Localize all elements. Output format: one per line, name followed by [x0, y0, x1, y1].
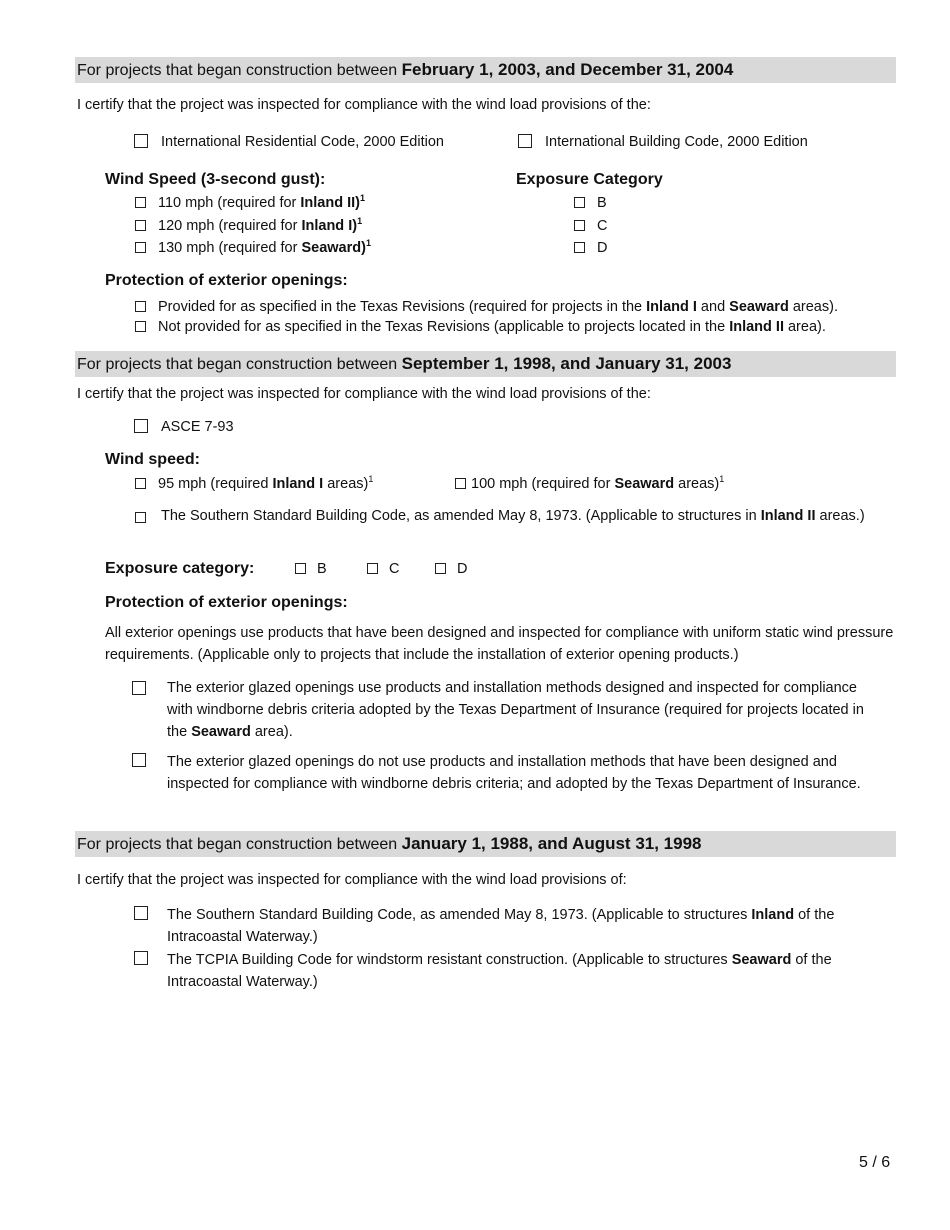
exposure-d-checkbox[interactable]	[574, 242, 585, 253]
wind-110-footnote: 1	[360, 193, 366, 204]
southern-inland-text-c: of the Intracoastal Waterway.)	[167, 907, 835, 945]
glazed-debris-text-c: area).	[250, 724, 293, 740]
southern-inland-text-a: The Southern Standard Building Code, as amended May 8, 1973. (Applicable to structures	[167, 907, 752, 923]
section-3-certify-text: I certify that the project was inspected for compliance with the wind load provisions of:	[77, 872, 627, 888]
wind-120-option[interactable]	[135, 218, 362, 234]
glazed-no-debris-checkbox[interactable]	[132, 753, 146, 767]
asce-7-93-option[interactable]	[134, 419, 234, 435]
wind-120-footnote: 1	[357, 216, 363, 227]
section-2-header-prefix: For projects that began construction between	[77, 356, 402, 373]
wind-130-footnote: 1	[365, 238, 371, 249]
wind-95-text-c: areas)	[323, 476, 369, 492]
protection-not-provided-checkbox[interactable]	[135, 321, 146, 332]
protection-not-provided-text-a: Not provided for as specified in the Texas Revisions (applicable to projects located in the	[158, 319, 730, 335]
exposure-c-checkbox[interactable]	[574, 220, 585, 231]
wind-95-checkbox[interactable]	[135, 478, 146, 489]
wind-speed-heading-2: Wind speed:	[105, 451, 200, 468]
irc-2000-option[interactable]	[134, 134, 444, 150]
wind-95-option[interactable]	[135, 476, 373, 492]
tcpia-checkbox[interactable]	[134, 951, 148, 965]
wind-110-label: 110 mph (required for	[158, 195, 301, 211]
wind-120-checkbox[interactable]	[135, 220, 146, 231]
wind-130-label: 130 mph (required for	[158, 240, 302, 256]
exposure-c-label: C	[597, 218, 608, 234]
exposure2-d-label: D	[457, 561, 468, 577]
exposure-b-label: B	[597, 195, 607, 211]
southern-1973-option[interactable]	[161, 505, 881, 527]
wind-120-zone: Inland I)	[301, 218, 358, 234]
section-2-header	[75, 351, 896, 377]
wind-110-option[interactable]	[135, 195, 365, 211]
section-3-header	[75, 831, 896, 857]
wind-95-text-a: 95 mph (required	[158, 476, 273, 492]
section-1-header-prefix: For projects that began construction between	[77, 62, 402, 79]
exposure2-b-checkbox[interactable]	[295, 563, 306, 574]
exposure2-d-option[interactable]	[435, 561, 467, 577]
protection-provided-text-c: and	[696, 299, 730, 315]
protection-not-provided-option[interactable]	[135, 319, 826, 335]
glazed-debris-text-a: The exterior glazed openings use products and installation methods designed and inspected for compliance with windborne debris criteria adopted by the Texas Department of Insurance (required for projects located in the	[167, 680, 864, 740]
section-1-certify-text: I certify that the project was inspected for compliance with the wind load provisions of the:	[77, 97, 651, 113]
protection-provided-inland: Inland I	[646, 299, 697, 315]
exposure-b-option[interactable]	[574, 195, 607, 211]
exposure2-c-option[interactable]	[367, 561, 399, 577]
protection-provided-option[interactable]	[135, 299, 838, 315]
exposure-category-heading-2: Exposure category:	[105, 560, 255, 577]
page-number: 5 / 6	[859, 1154, 891, 1171]
glazed-debris-zone: Seaward	[191, 724, 251, 740]
exposure2-d-checkbox[interactable]	[435, 563, 446, 574]
protection-provided-checkbox[interactable]	[135, 301, 146, 312]
exposure2-c-label: C	[389, 561, 400, 577]
wind-130-option[interactable]	[135, 240, 371, 256]
tcpia-zone: Seaward	[731, 952, 792, 968]
section-2-certify-text: I certify that the project was inspected for compliance with the wind load provisions of the:	[77, 386, 651, 402]
protection-heading-1: Protection of exterior openings:	[105, 272, 348, 289]
southern-1973-zone: Inland II	[760, 508, 816, 524]
irc-2000-label: International Residential Code, 2000 Edition	[161, 134, 444, 150]
irc-2000-checkbox[interactable]	[134, 134, 148, 148]
tcpia-option[interactable]	[167, 949, 887, 993]
glazed-debris-checkbox[interactable]	[132, 681, 146, 695]
section-1-header	[75, 57, 896, 83]
exposure-d-option[interactable]	[574, 240, 607, 256]
wind-100-zone: Seaward	[614, 476, 675, 492]
wind-100-text-c: areas)	[674, 476, 720, 492]
glazed-no-debris-option[interactable]: The exterior glazed openings do not use products and installation methods that have been designed and inspected for compliance with windborne debris criteria; and adopted by the Texas Department of Insurance.	[167, 754, 861, 792]
exposure2-c-checkbox[interactable]	[367, 563, 378, 574]
southern-inland-option[interactable]	[167, 904, 887, 948]
wind-130-zone: Seaward)	[301, 240, 366, 256]
southern-1973-text-a: The Southern Standard Building Code, as amended May 8, 1973. (Applicable to structures in	[161, 508, 761, 524]
wind-95-zone: Inland I	[272, 476, 324, 492]
wind-100-footnote: 1	[719, 474, 725, 485]
protection-not-provided-text-c: area).	[783, 319, 826, 335]
exposure-b-checkbox[interactable]	[574, 197, 585, 208]
wind-100-text-a: 100 mph (required for	[471, 476, 615, 492]
protection-provided-text-e: areas).	[788, 299, 838, 315]
section-3-header-prefix: For projects that began construction between	[77, 836, 402, 853]
exposure-c-option[interactable]	[574, 218, 607, 234]
section-3-header-dates: January 1, 1988, and August 31, 1998	[401, 834, 702, 853]
exposure2-b-option[interactable]	[295, 561, 327, 577]
exposure-category-heading: Exposure Category	[516, 171, 663, 188]
protection-heading-2: Protection of exterior openings:	[105, 594, 348, 611]
southern-inland-zone: Inland	[751, 907, 795, 923]
tcpia-text-a: The TCPIA Building Code for windstorm resistant construction. (Applicable to structures	[167, 952, 732, 968]
section-2-header-dates: September 1, 1998, and January 31, 2003	[401, 354, 732, 373]
ibc-2000-checkbox[interactable]	[518, 134, 532, 148]
southern-1973-text-c: areas.)	[815, 508, 865, 524]
wind-100-checkbox[interactable]	[455, 478, 466, 489]
wind-speed-heading: Wind Speed (3-second gust):	[105, 171, 326, 188]
ibc-2000-option[interactable]	[518, 134, 808, 150]
ibc-2000-label: International Building Code, 2000 Edition	[545, 134, 808, 150]
wind-130-checkbox[interactable]	[135, 242, 146, 253]
wind-95-footnote: 1	[368, 474, 374, 485]
wind-110-checkbox[interactable]	[135, 197, 146, 208]
exposure2-b-label: B	[317, 561, 327, 577]
section-1-header-dates: February 1, 2003, and December 31, 2004	[401, 60, 734, 79]
protection-statement: All exterior openings use products that have been designed and inspected for compliance with uniform static wind pressure requirements. (Applicable only to projects that include the installation of exterior opening products.)	[105, 625, 894, 663]
wind-120-label: 120 mph (required for	[158, 218, 302, 234]
exposure-d-label: D	[597, 240, 608, 256]
asce-7-93-label: ASCE 7-93	[161, 419, 234, 435]
protection-not-provided-inland2: Inland II	[729, 319, 784, 335]
glazed-debris-option[interactable]	[167, 677, 879, 743]
tcpia-text-c: of the Intracoastal Waterway.)	[167, 952, 832, 990]
protection-provided-text-a: Provided for as specified in the Texas Revisions (required for projects in the	[158, 299, 647, 315]
wind-100-option[interactable]	[455, 476, 724, 492]
asce-7-93-checkbox[interactable]	[134, 419, 148, 433]
southern-inland-checkbox[interactable]	[134, 906, 148, 920]
protection-provided-seaward: Seaward	[729, 299, 789, 315]
wind-110-zone: Inland II)	[300, 195, 360, 211]
southern-1973-checkbox[interactable]	[135, 512, 146, 523]
